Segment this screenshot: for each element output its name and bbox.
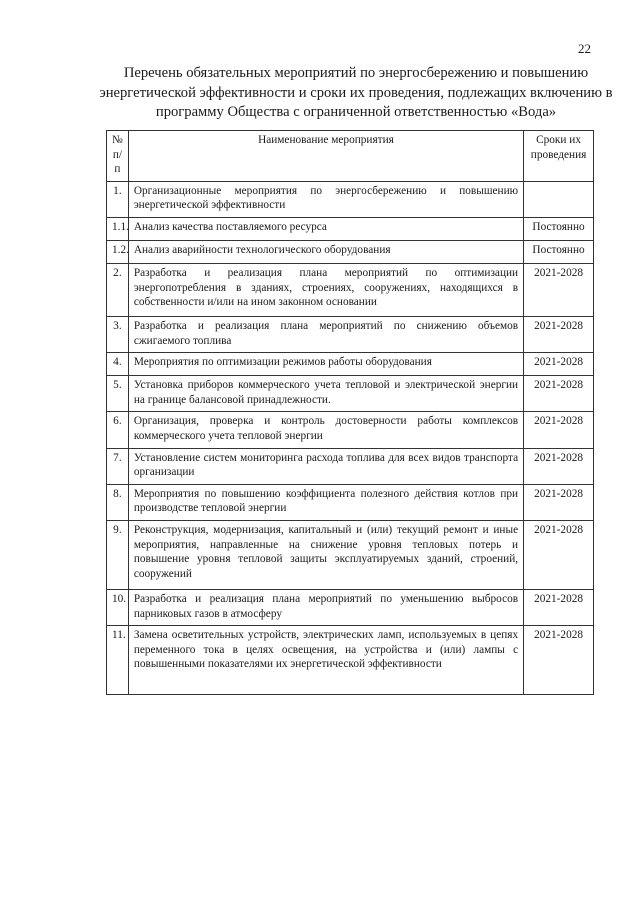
row-term: 2021-2028 bbox=[524, 376, 594, 412]
row-number: 5. bbox=[107, 376, 129, 412]
table-body bbox=[107, 181, 594, 694]
page-number: 22 bbox=[578, 41, 591, 56]
table-row bbox=[107, 376, 594, 412]
row-term: 2021-2028 bbox=[524, 520, 594, 589]
row-term: 2021-2028 bbox=[524, 263, 594, 316]
table-row bbox=[107, 217, 594, 240]
header-term: Сроки их проведения bbox=[524, 131, 594, 182]
table-row bbox=[107, 263, 594, 316]
table-row bbox=[107, 240, 594, 263]
row-number: 6. bbox=[107, 412, 129, 448]
table-row bbox=[107, 412, 594, 448]
table-header-row bbox=[107, 131, 594, 182]
row-term: 2021-2028 bbox=[524, 316, 594, 352]
row-number: 3. bbox=[107, 316, 129, 352]
table-row bbox=[107, 353, 594, 376]
row-name: Разработка и реализация плана мероприятий по оптимизации энергопотребления в зданиях, строениях, сооружениях, находящихся в собственности и/или на ином законном основании bbox=[128, 263, 523, 316]
table-row bbox=[107, 520, 594, 589]
row-name: Установка приборов коммерческого учета тепловой и электрической энергии на границе балансовой принадлежности. bbox=[128, 376, 523, 412]
row-term bbox=[524, 181, 594, 217]
table-row bbox=[107, 181, 594, 217]
table-row bbox=[107, 484, 594, 520]
measures-table bbox=[106, 130, 594, 695]
table-row bbox=[107, 626, 594, 695]
row-term: Постоянно bbox=[524, 240, 594, 263]
row-term: 2021-2028 bbox=[524, 448, 594, 484]
row-number: 7. bbox=[107, 448, 129, 484]
row-term: 2021-2028 bbox=[524, 626, 594, 695]
row-term: 2021-2028 bbox=[524, 589, 594, 625]
header-name: Наименование мероприятия bbox=[128, 131, 523, 182]
table-row bbox=[107, 589, 594, 625]
row-name: Анализ аварийности технологического оборудования bbox=[128, 240, 523, 263]
row-name: Разработка и реализация плана мероприятий по снижению объемов сжигаемого топлива bbox=[128, 316, 523, 352]
table-row bbox=[107, 316, 594, 352]
table-row bbox=[107, 448, 594, 484]
header-number: № п/п bbox=[107, 131, 129, 182]
row-number: 2. bbox=[107, 263, 129, 316]
row-number: 9. bbox=[107, 520, 129, 589]
row-number: 1.2. bbox=[107, 240, 129, 263]
row-name: Анализ качества поставляемого ресурса bbox=[128, 217, 523, 240]
row-term: Постоянно bbox=[524, 217, 594, 240]
row-name: Замена осветительных устройств, электрических ламп, используемых в цепях переменного тока в целях освещения, на устройства и (или) лампы с повышенными показателями их энергетической эффективности bbox=[128, 626, 523, 695]
row-number: 8. bbox=[107, 484, 129, 520]
row-name: Мероприятия по повышению коэффициента полезного действия котлов при производстве тепловой энергии bbox=[128, 484, 523, 520]
row-number: 1.1. bbox=[107, 217, 129, 240]
row-term: 2021-2028 bbox=[524, 484, 594, 520]
row-name: Организационные мероприятия по энергосбережению и повышению энергетической эффективности bbox=[128, 181, 523, 217]
row-term: 2021-2028 bbox=[524, 412, 594, 448]
row-name: Установление систем мониторинга расхода топлива для всех видов транспорта организации bbox=[128, 448, 523, 484]
document-title: Перечень обязательных мероприятий по энергосбережению и повышению энергетической эффективности и сроки их проведения, подлежащих включению в программу Общества с ограниченной ответственностью «Вода» bbox=[99, 65, 613, 120]
row-number: 10. bbox=[107, 589, 129, 625]
row-term: 2021-2028 bbox=[524, 353, 594, 376]
row-name: Организация, проверка и контроль достоверности работы комплексов коммерческого учета тепловой энергии bbox=[128, 412, 523, 448]
row-number: 11. bbox=[107, 626, 129, 695]
row-number: 1. bbox=[107, 181, 129, 217]
row-name: Мероприятия по оптимизации режимов работы оборудования bbox=[128, 353, 523, 376]
row-number: 4. bbox=[107, 353, 129, 376]
row-name: Разработка и реализация плана мероприятий по уменьшению выбросов парниковых газов в атмосферу bbox=[128, 589, 523, 625]
row-name: Реконструкция, модернизация, капитальный и (или) текущий ремонт и иные мероприятия, направленные на снижение уровня тепловых потерь и повышение уровня тепловой защиты эксплуатируемых зданий, строений, сооружений bbox=[128, 520, 523, 589]
